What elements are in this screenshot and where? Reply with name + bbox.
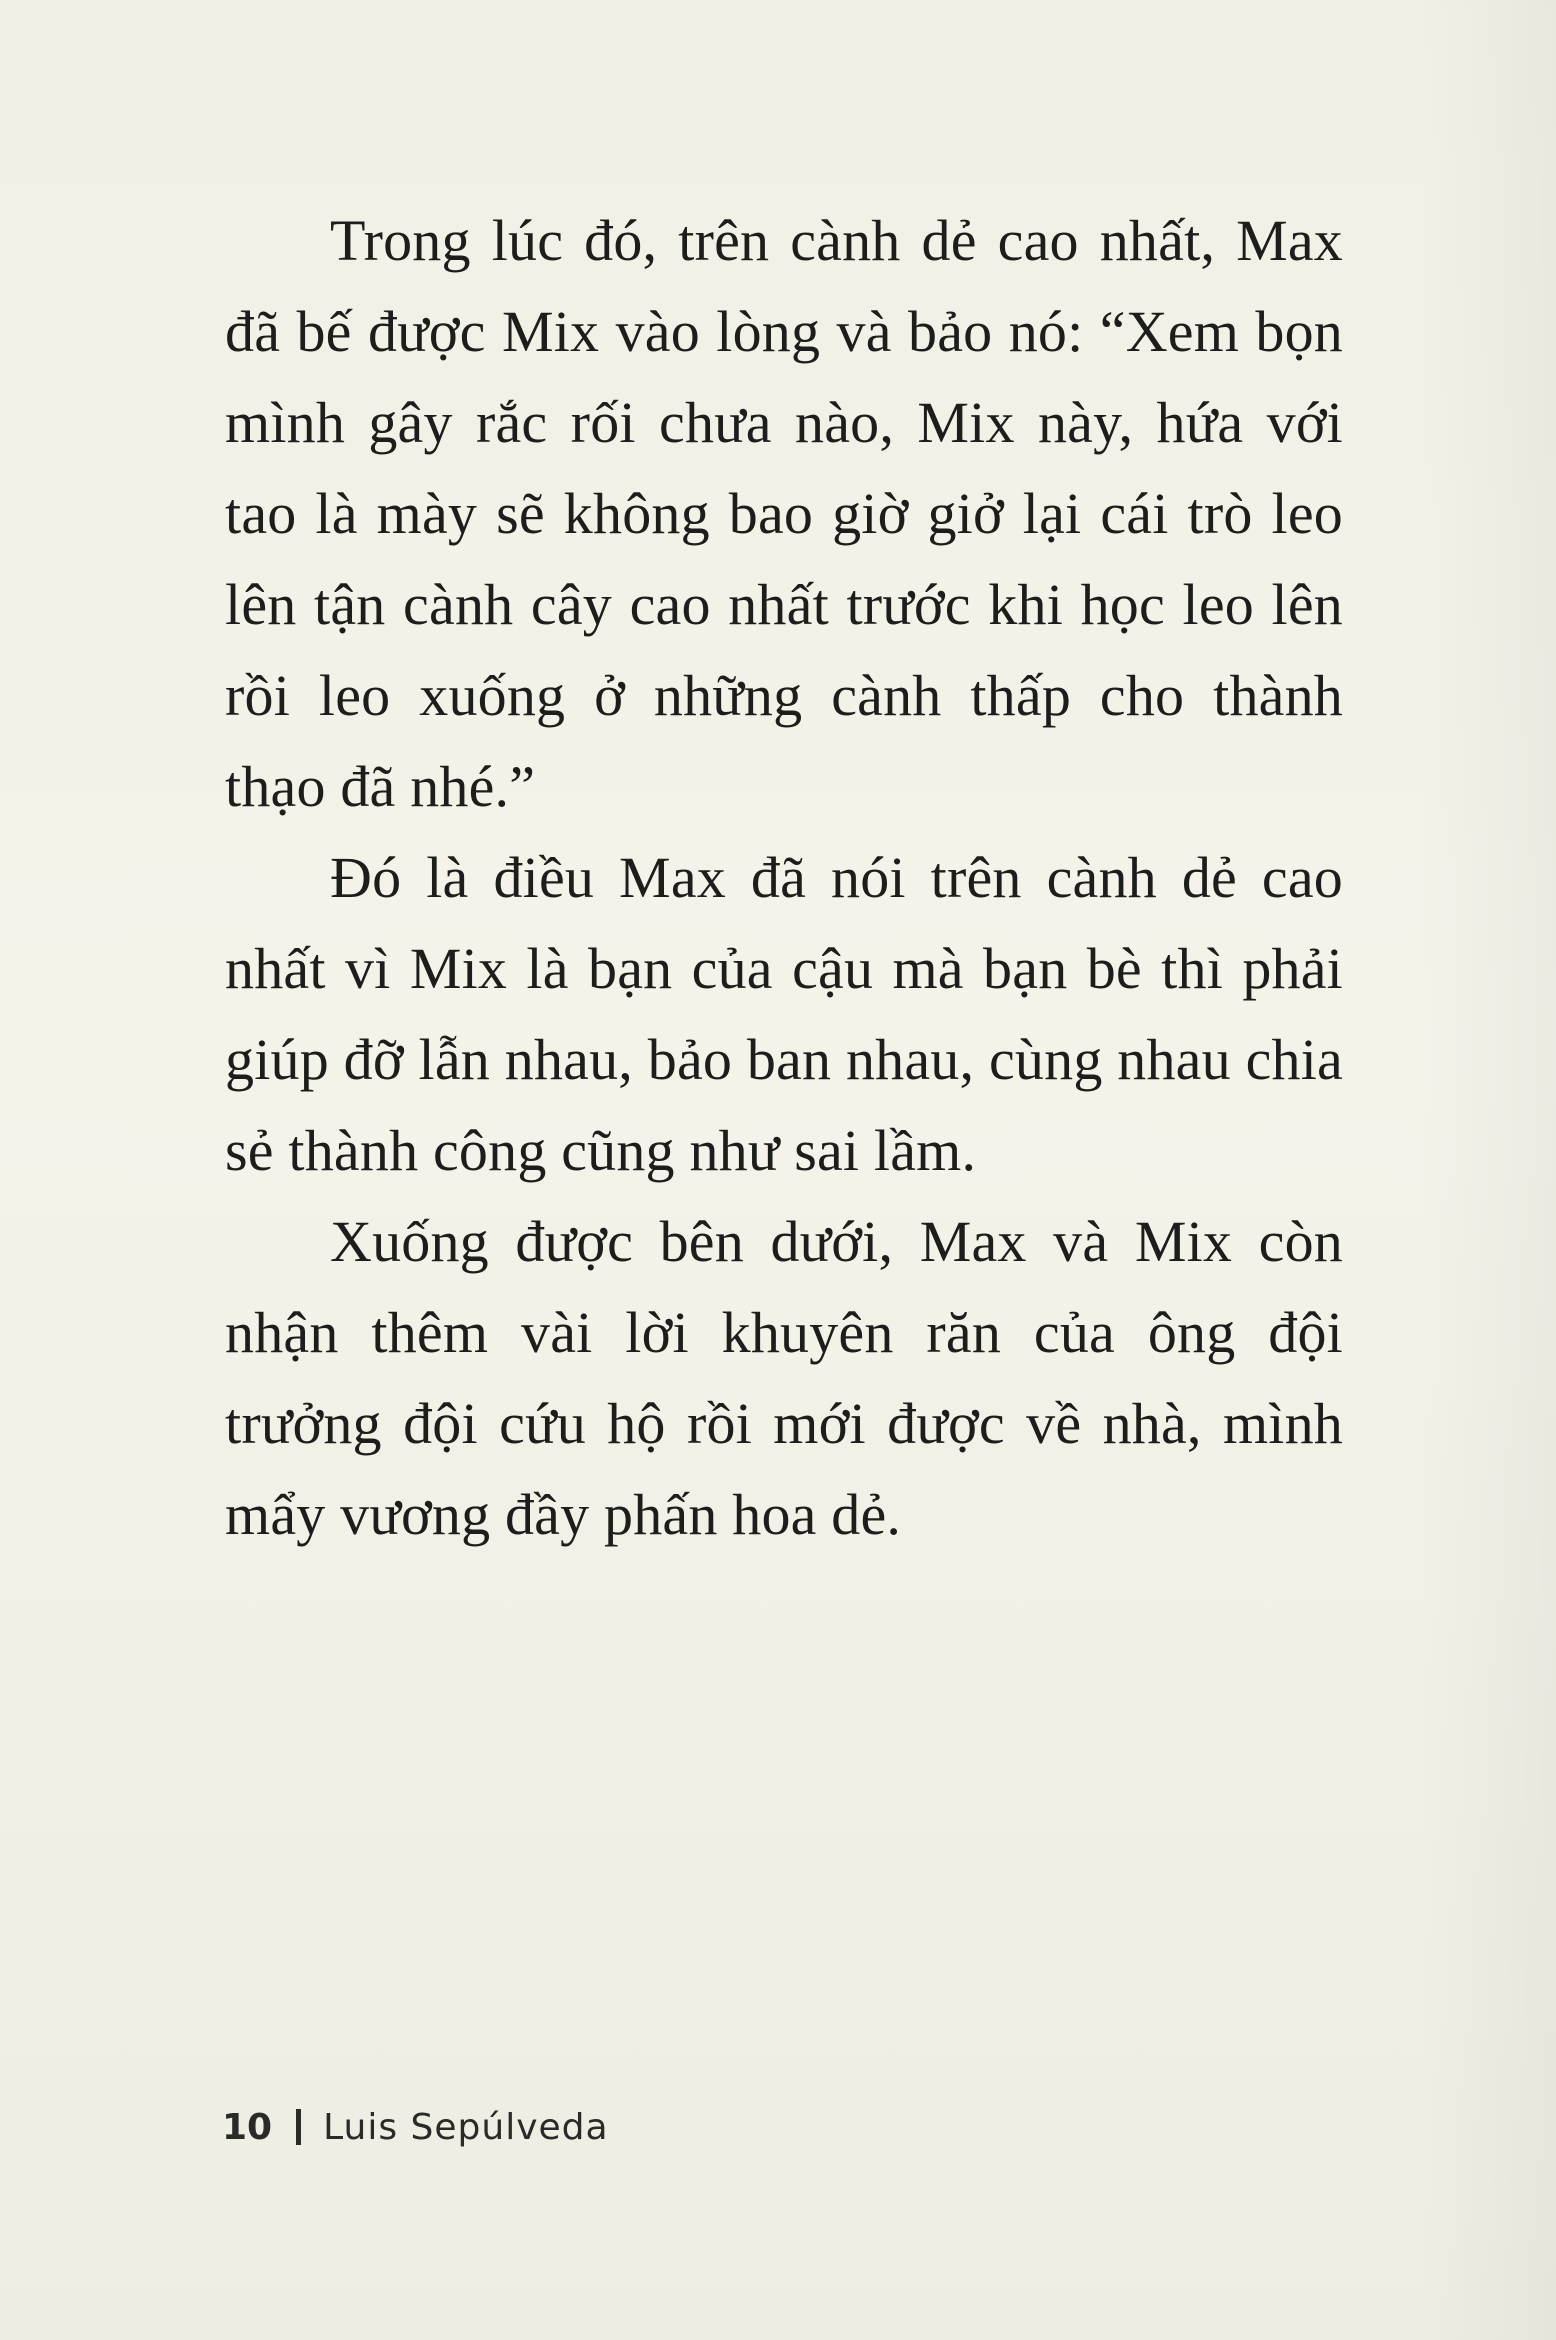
paragraph-1: Trong lúc đó, trên cành dẻ cao nhất, Max đã bế được Mix vào lòng và bảo nó: “Xem bọn mình gây rắc rối chưa nào, Mix này, hứa với tao là mày sẽ không bao giờ giở lại cái trò leo lên tận cành cây cao nhất trước khi học leo lên rồi leo xuống ở những cành thấp cho thành thạo đã nhé.” [225,208,1343,819]
page-footer [222,2102,609,2152]
footer-separator [296,2109,301,2145]
author-name: Luis Sepúlveda [323,2106,609,2148]
page-number: 10 [222,2106,273,2148]
paragraph-3: Xuống được bên dưới, Max và Mix còn nhận thêm vài lời khuyên răn của ông đội trưởng đội cứu hộ rồi mới được về nhà, mình mẩy vương đầy phấn hoa dẻ. [225,1209,1343,1547]
body-text [225,195,1343,1560]
paragraph-2: Đó là điều Max đã nói trên cành dẻ cao nhất vì Mix là bạn của cậu mà bạn bè thì phải giúp đỡ lẫn nhau, bảo ban nhau, cùng nhau chia sẻ thành công cũng như sai lầm. [225,845,1343,1183]
